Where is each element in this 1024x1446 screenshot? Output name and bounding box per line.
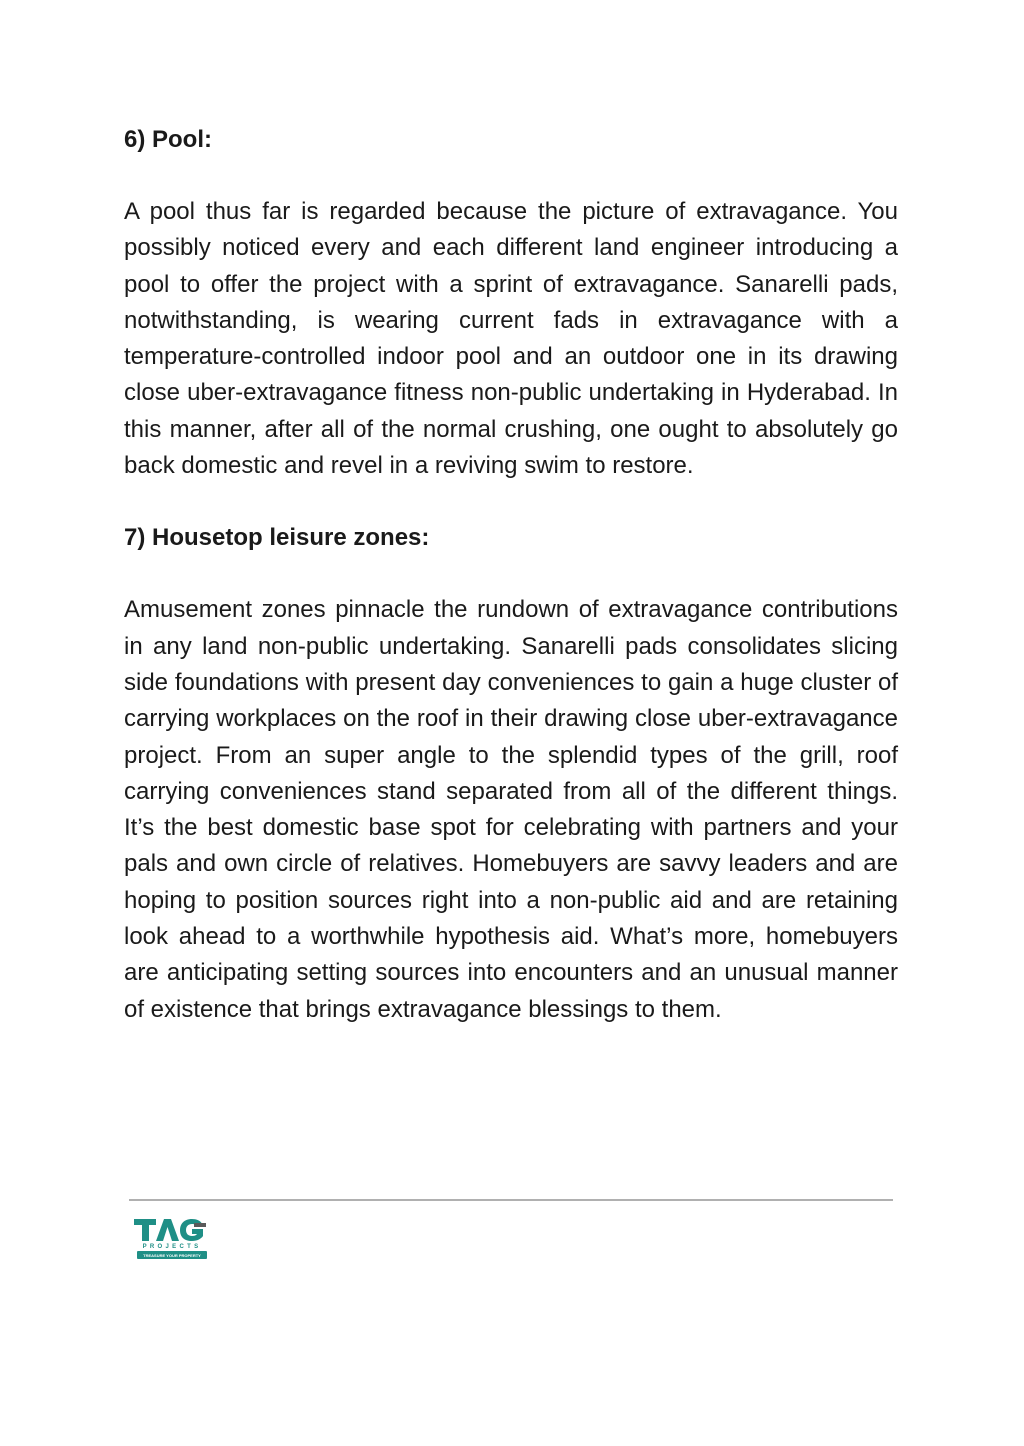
section-heading-housetop: 7) Housetop leisure zones:: [124, 524, 430, 552]
footer-divider: [129, 1199, 893, 1201]
svg-text:TREASURE YOUR PROPERTY: TREASURE YOUR PROPERTY: [143, 1253, 201, 1258]
tag-projects-logo: [134, 1213, 210, 1261]
section-body-pool: A pool thus far is regarded because the picture of extravagance. You possibly noticed every and each different land engineer introducing a pool to offer the project with a sprint of extravagance. Sanarelli pads, notwithstanding, is wearing current fads in extravagance with a temperature-controlled indoor pool and an outdoor one in its drawing close uber-extravagance fitness non-public undertaking in Hyderabad. In this manner, after all of the normal crushing, one ought to absolutely go back domestic and revel in a reviving swim to restore.: [124, 198, 898, 480]
document-body: [124, 122, 898, 1028]
section-heading-pool: 6) Pool:: [124, 126, 212, 153]
section-body-housetop: Amusement zones pinnacle the rundown of extravagance contributions in any land non-public undertaking. Sanarelli pads consolidates slicing side foundations with present day conveniences to gain a huge cluster of carrying workplaces on the roof in their drawing close uber-extravagance project. From an super angle to the splendid types of the grill, roof carrying conveniences stand separated from all of the different things. It’s the best domestic base spot for celebrating with partners and your pals and own circle of relatives. Homebuyers are savvy leaders and are hoping to position sources right into a non-public aid and are retaining look ahead to a worthwhile hypothesis aid. What’s more, homebuyers are anticipating setting sources into encounters and an unusual manner of existence that brings extravagance blessings to them.: [124, 596, 898, 1023]
svg-text:PROJECTS: PROJECTS: [142, 1244, 202, 1250]
